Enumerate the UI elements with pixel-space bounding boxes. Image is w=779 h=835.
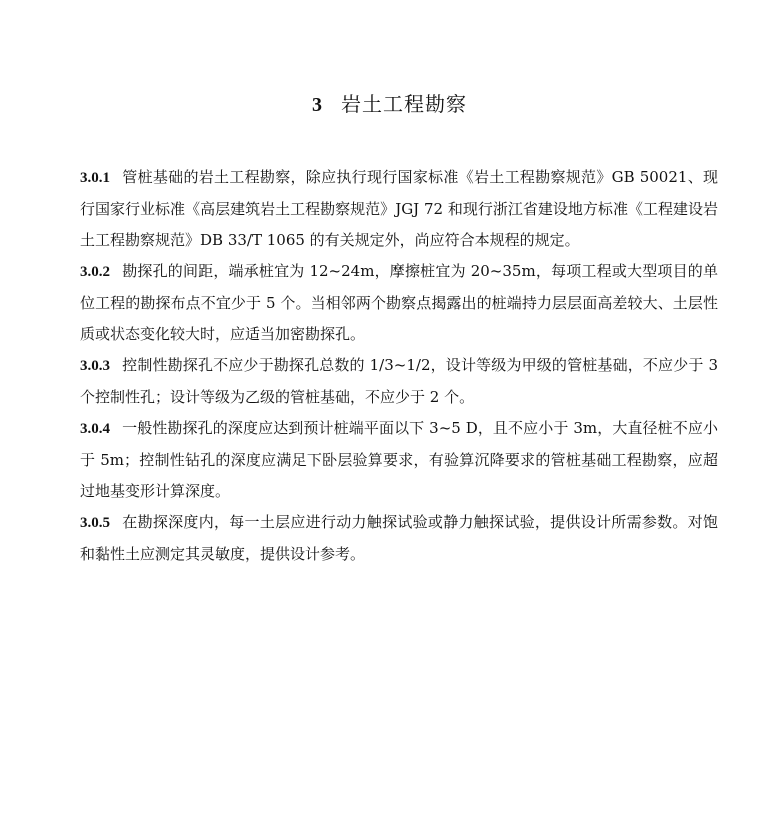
clause-3-0-5 <box>80 507 718 570</box>
clause-text: 勘探孔的间距，端承桩宜为 12~24m，摩擦桩宜为 20~35m，每项工程或大型项目的单位工程的勘探布点不宜少于 5 个。当相邻两个勘察点揭露出的桩端持力层层面高差较大、土层性质或状态变化较大时，应适当加密勘探孔。 <box>80 262 718 343</box>
clause-text: 一般性勘探孔的深度应达到预计桩端平面以下 3~5 D，且不应小于 3m，大直径桩不应小于 5m；控制性钻孔的深度应满足下卧层验算要求，有验算沉降要求的管桩基础工程勘察，应超过地基变形计算深度。 <box>80 419 718 500</box>
clause-3-0-4 <box>80 413 718 507</box>
clause-3-0-1 <box>80 162 718 256</box>
clause-number: 3.0.1 <box>80 170 110 186</box>
clause-text: 在勘探深度内，每一土层应进行动力触探试验或静力触探试验，提供设计所需参数。对饱和黏性土应测定其灵敏度，提供设计参考。 <box>80 513 718 563</box>
clause-number: 3.0.5 <box>80 515 110 531</box>
clause-number: 3.0.4 <box>80 421 110 437</box>
chapter-heading <box>0 88 779 117</box>
chapter-title-text: 岩土工程勘察 <box>341 92 467 116</box>
clause-3-0-2 <box>80 256 718 350</box>
clause-text: 管桩基础的岩土工程勘察，除应执行现行国家标准《岩土工程勘察规范》GB 50021、现行国家行业标准《高层建筑岩土工程勘察规范》JGJ 72 和现行浙江省建设地方标准《工程建设岩土工程勘察规范》DB 33/T 1065 的有关规定外，尚应符合本规程的规定。 <box>80 168 718 249</box>
clause-number: 3.0.2 <box>80 264 110 280</box>
clause-3-0-3 <box>80 350 718 413</box>
chapter-number: 3 <box>312 94 323 116</box>
clause-text: 控制性勘探孔不应少于勘探孔总数的 1/3~1/2，设计等级为甲级的管桩基础，不应少于 3 个控制性孔；设计等级为乙级的管桩基础，不应少于 2 个。 <box>80 356 718 406</box>
clauses-body <box>80 162 718 570</box>
clause-number: 3.0.3 <box>80 358 110 374</box>
